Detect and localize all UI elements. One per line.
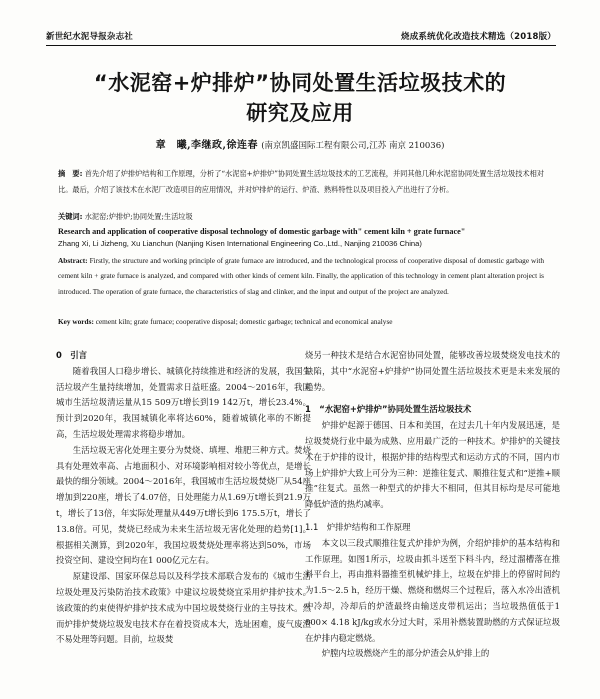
body-paragraph: 随着我国人口稳步增长、城镇化持续推进和经济的发展，我国生活垃圾产生量持续增加，处置需求日益旺盛。2004～2016年，我国城市生活垃圾清运量从15 509万t增长到19 142万t，增长23.4%。预计到2020年，我国城镇化率将达60%，随着城镇化率的不断提高，生活垃圾处理需求将稳步增加。 [56, 365, 311, 439]
english-author-names: Zhang Xi, Li Jizheng, Xu Lianchun [58, 239, 174, 248]
body-column-left [56, 348, 311, 648]
body-paragraph: 生活垃圾无害化处理主要分为焚烧、填埋、堆肥三种方式。焚烧具有处理效率高、占地面积小、对环境影响相对较小等优点，是增长最快的细分领域。2004～2016年，我国城市生活垃圾焚烧厂从54座增加到220座，增长了4.07倍，日处理能力从1.69万t增长到21.9万t，增长了13倍，年实际处理量从449万t增长到6 175.5万t，增长了13.8倍。可见，焚烧已经成为未来生活垃圾无害化处理的趋势[1]。根据相关测算，到2020年，我国垃圾焚烧处理率将达到50%，市场投资空间、建设空间均在1 000亿元左右。 [56, 444, 311, 566]
section-heading-introduction: 0 引言 [56, 350, 87, 360]
collection-name: 烧成系统优化改造技术精选（2018版） [401, 32, 556, 42]
keywords-english-text: cement kiln; grate furnace; cooperative disposal; domestic garbage; technical and economical analyse [95, 317, 393, 326]
abstract-chinese-label: 摘 要: [58, 169, 83, 178]
author-names: 章 曦,李继政,徐连春 [155, 140, 259, 151]
abstract-chinese [58, 166, 544, 198]
body-paragraph: 炉膛内垃圾燃烧产生的部分炉渣会从炉排上的 [321, 648, 490, 659]
subsection-heading-structure: 1.1 炉排炉结构和工作原理 [305, 521, 411, 532]
keywords-english [58, 316, 560, 328]
paper-title [40, 68, 560, 128]
keywords-chinese [58, 211, 544, 223]
author-block [40, 139, 560, 153]
body-column-right [305, 348, 560, 662]
english-title: Research and application of cooperative disposal technology of domestic garbage with" cement kiln + grate furnace" [58, 227, 466, 236]
keywords-chinese-label: 关键词: [58, 212, 83, 221]
header-rule [46, 45, 556, 46]
author-affiliation: (南京凯盛国际工程有限公司,江苏 南京 210036) [261, 141, 445, 151]
keywords-chinese-text: 水泥窑;炉排炉;协同处置;生活垃圾 [84, 212, 193, 221]
english-affiliation: (Nanjing Kisen International Engineering Co.,Ltd., Nanjing 210036 China) [175, 239, 422, 248]
body-paragraph: 炉排炉起源于德国、日本和美国，在过去几十年内发展迅速，是垃圾焚烧行业中最为成熟、应用最广泛的一种技术。炉排炉的关键技术在于炉排的设计，根据炉排的结构型式和运动方式的不同，国内市场上炉排炉大致上可分为三种：逆推往复式、顺推往复式和“逆推+顺推”往复式。虽然一种型式的炉排大不相同，但其目标均是尽可能地降低炉渣的热灼减率。 [305, 420, 560, 510]
section-heading-technology: 1 “水泥窑+炉排炉”协同处置生活垃圾技术 [305, 404, 472, 415]
english-author-block [58, 238, 560, 249]
abstract-chinese-text: 首先介绍了炉排炉结构和工作原理，分析了“水泥窑+炉排炉”协同处置生活垃圾技术的工艺流程，并同其他几种水泥窑协同处置生活垃圾技术相对比。最后，介绍了该技术在水泥厂改造项目的应用情况，并对炉排炉的运行、炉渣、熟料特性以及项目投入产出进行了分析。 [58, 169, 544, 194]
body-paragraph: 原建设部、国家环保总局以及科学技术部联合发布的《城市生活垃圾处理及污染防治技术政策》中建议垃圾焚烧宜采用炉排炉技术。该政策的约束使得炉排炉技术成为中国垃圾焚烧行业的主导技术。然而炉排炉焚烧垃圾发电技术存在着投资成本大，选址困难，废气废渣不易处理等问题。目前，垃圾焚 [56, 571, 311, 645]
body-paragraph: 烧另一种技术是结合水泥窑协同处置，能够改善垃圾焚烧发电技术的缺陷，其中“水泥窑+炉排炉”协同处置生活垃圾技术更是未来发展的趋势。 [305, 350, 560, 392]
running-header [46, 30, 556, 42]
keywords-english-label: Key words: [58, 317, 94, 326]
paper-title-line-1: “水泥窑+炉排炉”协同处置生活垃圾技术的 [93, 71, 507, 95]
paper-title-line-2: 研究及应用 [246, 101, 354, 125]
body-paragraph: 本文以三段式顺推往复式炉排炉为例，介绍炉排炉的基本结构和工作原理。如图1所示，垃圾由抓斗送至下料斗内，经过溜槽落在推料平台上，再由推料器推至机械炉排上，垃圾在炉排上的停留时间约为1.5～2.5 h，经历干燥、燃烧和燃烬三个过程后，落入水冷出渣机中冷却，冷却后的炉渣最终由输送皮带机运出；当垃圾热值低于1 000× 4.18 kJ/kg或水分过大时，采用补燃装置助燃的方式保证垃圾在炉排内稳定燃烧。 [305, 537, 560, 643]
abstract-english [58, 253, 544, 299]
abstract-english-text: Firstly, the structure and working principle of grate furnace are introduced, and the technological process of cooperative disposal of domestic garbage with cement kiln + grate furnace is analyzed, and compared with other kinds of cement kiln. Finally, the application of this technology in cement plant alteration project is introduced. The operation of grate furnace, the characteristics of slag and clinker, and the input and output of the project are analyzed. [58, 256, 545, 296]
abstract-english-label: Abstract: [58, 256, 88, 265]
journal-name: 新世纪水泥导报杂志社 [46, 32, 134, 42]
